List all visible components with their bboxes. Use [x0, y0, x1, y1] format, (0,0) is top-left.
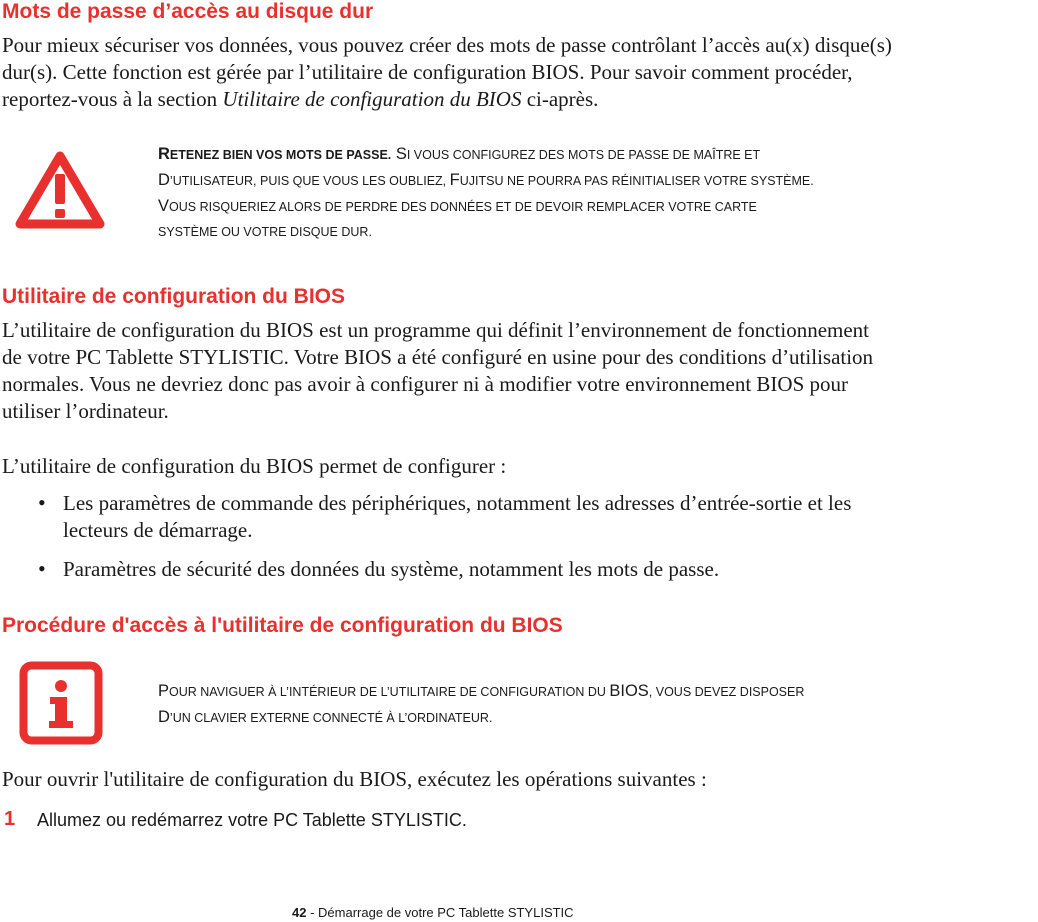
note-run: , VOUS DEVEZ DISPOSER: [648, 685, 805, 699]
note-line: [158, 219, 814, 245]
note-run: D: [158, 708, 170, 726]
note-run: OUR NAVIGUER À L’INTÉRIEUR DE L’UTILITAIRE DE CONFIGURATION DU: [169, 685, 610, 699]
note-line: [158, 193, 814, 219]
paragraph-line: Les paramètres de commande des périphériques, notamment les adresses d’entrée-sortie et les: [63, 491, 852, 515]
paragraph-line: [2, 86, 892, 113]
warning-note-text: [158, 141, 814, 245]
paragraph-line: Paramètres de sécurité des données du système, notamment les mots de passe.: [63, 557, 720, 581]
page-number: 42: [292, 905, 307, 920]
bios-utility-intro: L’utilitaire de configuration du BIOS permet de configurer :: [2, 454, 507, 478]
note-run: UJITSU NE POURRA PAS RÉINITIALISER VOTRE SYSTÈME.: [459, 174, 814, 188]
section-reference-link-text: Utilitaire de configuration du BIOS: [222, 87, 522, 111]
bullet-marker: •: [38, 490, 46, 515]
hdd-passwords-paragraph: [2, 32, 892, 113]
section-title-access-procedure: Procédure d'accès à l'utilitaire de configuration du BIOS: [2, 614, 563, 637]
paragraph-text: ci-après.: [521, 87, 599, 111]
note-run: I VOUS CONFIGUREZ DES MOTS DE PASSE DE MAÎTRE ET: [406, 148, 761, 162]
note-run: ’UTILISATEUR, PUIS QUE VOUS LES OUBLIEZ,: [169, 174, 450, 188]
section-title-hdd-passwords: Mots de passe d’accès au disque dur: [2, 0, 374, 23]
note-line: [158, 167, 814, 193]
paragraph-line: dur(s). Cette fonction est gérée par l’utilitaire de configuration BIOS. Pour savoir comment procéder,: [2, 60, 853, 84]
warning-triangle-icon: [14, 150, 106, 230]
page-footer: [292, 905, 574, 920]
paragraph-line: de votre PC Tablette STYLISTIC. Votre BIOS a été configuré en usine pour des conditions d’utilisation: [2, 345, 874, 369]
note-run: D: [158, 171, 170, 189]
note-run: BIOS: [609, 682, 649, 700]
paragraph-line: Pour mieux sécuriser vos données, vous pouvez créer des mots de passe contrôlant l’accès au(x) disque(s): [2, 33, 892, 57]
step-text: Allumez ou redémarrez votre PC Tablette STYLISTIC.: [37, 810, 467, 830]
paragraph-text: reportez-vous à la section: [2, 87, 223, 111]
note-run: R: [158, 145, 170, 163]
procedure-intro: Pour ouvrir l'utilitaire de configuration du BIOS, exécutez les opérations suivantes :: [2, 767, 707, 791]
bullet-marker: •: [38, 556, 46, 581]
paragraph-line: lecteurs de démarrage.: [63, 518, 253, 542]
bullet-item: [63, 490, 851, 544]
info-icon: [19, 661, 103, 745]
section-title-bios-utility: Utilitaire de configuration du BIOS: [2, 285, 346, 308]
footer-text: - Démarrage de votre PC Tablette STYLISTIC: [306, 905, 574, 920]
paragraph-line: normales. Vous ne devriez donc pas avoir à configurer ni à modifier votre environnement BIOS pour: [2, 372, 848, 396]
note-run: .: [387, 148, 392, 162]
note-run: S: [391, 145, 407, 163]
note-run: SYSTÈME OU VOTRE DISQUE DUR.: [158, 225, 372, 239]
note-run: F: [449, 171, 460, 189]
note-line: [158, 678, 804, 704]
note-run: ETENEZ BIEN VOS MOTS DE PASSE: [169, 148, 388, 162]
step-number: 1: [4, 808, 16, 830]
info-note-text: [158, 678, 804, 730]
note-run: ’UN CLAVIER EXTERNE CONNECTÉ À L’ORDINATEUR.: [169, 711, 493, 725]
note-line: [158, 141, 814, 167]
note-line: [158, 704, 804, 730]
note-run: OUS RISQUERIEZ ALORS DE PERDRE DES DONNÉES ET DE DEVOIR REMPLACER VOTRE CARTE: [169, 200, 757, 214]
paragraph-line: utiliser l’ordinateur.: [2, 399, 169, 423]
note-run: P: [158, 682, 170, 700]
bullet-item: [63, 556, 719, 583]
note-run: V: [158, 197, 170, 215]
paragraph-line: L’utilitaire de configuration du BIOS est un programme qui définit l’environnement de fonctionnement: [2, 318, 870, 342]
bios-utility-paragraph: [2, 317, 873, 425]
